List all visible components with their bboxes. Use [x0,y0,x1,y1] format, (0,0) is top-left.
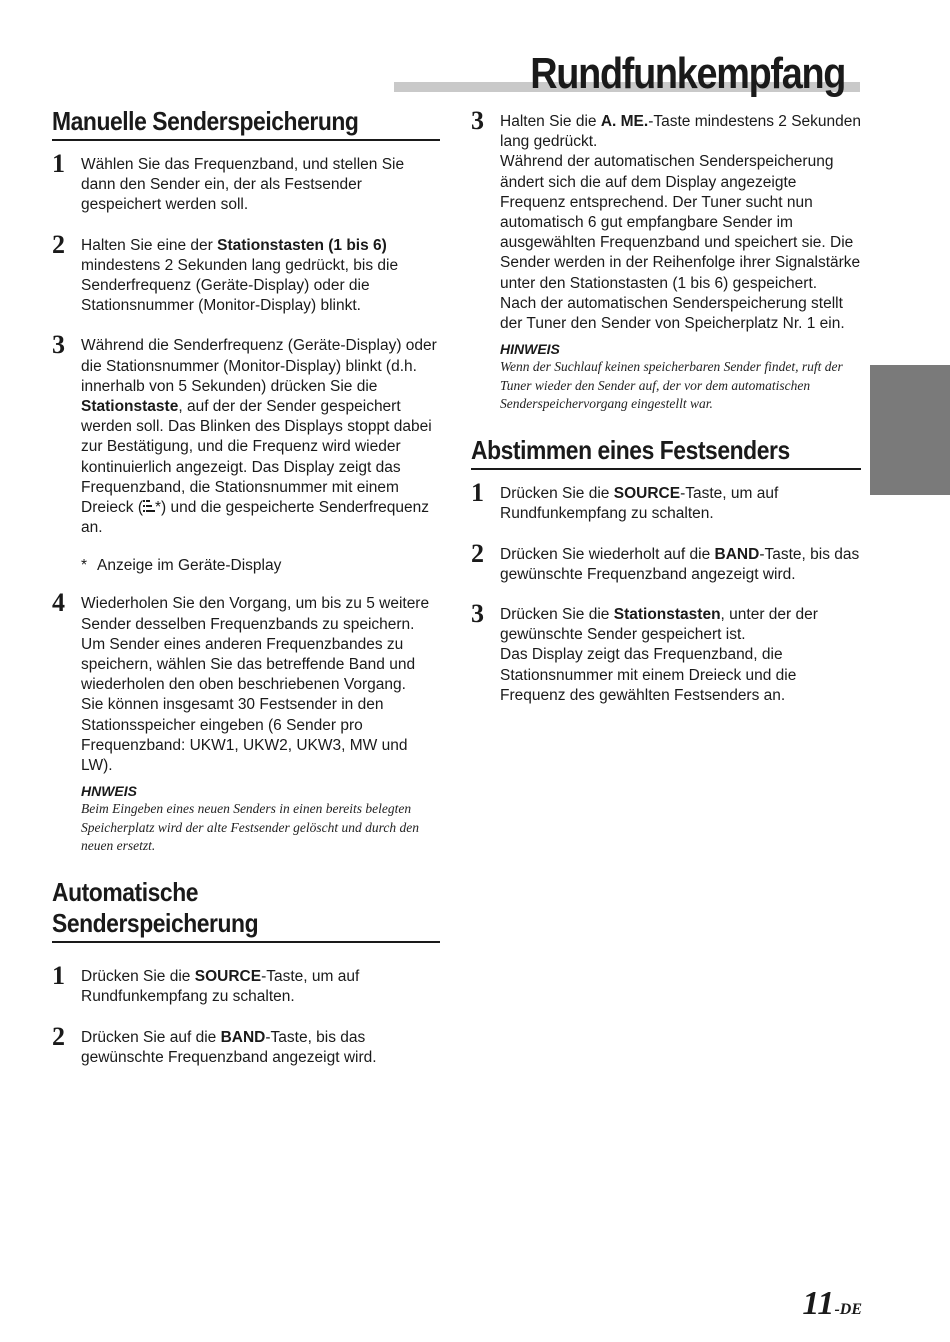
section-heading: Automatische Senderspeicherung [52,877,440,943]
preset-triangle-icon [143,499,155,513]
step-1 [471,478,861,524]
section-preset [471,435,861,706]
left-column [52,106,440,1068]
step-3 [52,330,440,538]
step-number: 4 [52,588,65,618]
step-number: 1 [471,478,484,508]
note-label: HNWEIS [81,783,137,800]
step-number: 3 [52,330,65,360]
section-heading: Manuelle Senderspeicherung [52,106,440,141]
step-text: Drücken Sie auf die BAND-Taste, bis das gewünschte Frequenzband angezeigt wird. [81,1028,377,1066]
page-number: 11-DE [802,1285,862,1322]
right-column [471,106,862,706]
step-1 [52,961,440,1007]
section-auto-continued [471,106,862,413]
step-number: 1 [52,149,65,178]
step-number: 3 [471,106,484,135]
step-number: 3 [471,598,484,628]
section-auto [52,877,440,1068]
step-text: Drücken Sie wiederholt auf die BAND-Taste, bis das gewünschte Frequenzband angezeigt wird. [500,545,860,583]
step-text: Drücken Sie die Stationstasten, unter der der gewünschte Sender gespeichert ist. Das Display zeigt das Frequenzband, die Stationsnummer mit einem Dreieck und die Frequenz des gewählten Festsenders an. [500,605,818,704]
step-2 [52,1021,440,1068]
step-text: Halten Sie eine der Stationstasten (1 bis 6) mindestens 2 Sekunden lang gedrückt, bis die Senderfrequenz (Geräte-Display) oder die Stationsnummer (Monitor-Display) blinkt. [81,236,399,315]
step-number: 2 [52,1021,65,1051]
step-text: Während die Senderfrequenz (Geräte-Display) oder die Stationsnummer (Monitor-Display) blinkt (d.h. innerhalb von 5 Sekunden) drücken Sie die Stationstaste, auf der der Sender gespeichert werden soll. Das Blinken des Displays stoppt dabei zur Bestätigung, und die Frequenz wird wieder kontinuierlich angezeigt. Das Display zeigt das Frequenzband, die Stationsnummer mit einem Dreieck ( *) und die gespeicherte Senderfrequenz an. [81,337,437,537]
step-2 [471,538,861,585]
step-text: Drücken Sie die SOURCE-Taste, um auf Rundfunkempfang zu schalten. [81,968,360,1006]
page-title: Rundfunkempfang [530,49,845,98]
step-3 [471,598,861,706]
note-text: Wenn der Suchlauf keinen speicherbaren Sender findet, ruft der Tuner wieder den Sender auf, der vor dem automatischen Senderspeichervorgang eingestellt war. [500,359,843,411]
step-number: 2 [52,229,65,259]
note-text: Beim Eingeben eines neuen Senders in einen bereits belegten Speicherplatz wird der alte Festsender gelöscht und durch den neuen ersetzt. [81,801,419,853]
note-label: HINWEIS [500,341,560,358]
step-text: Wählen Sie das Frequenzband, und stellen Sie dann den Sender ein, der als Festsender gespeichert werden soll. [81,156,405,214]
step-3 [471,106,862,413]
step-text: Wiederholen Sie den Vorgang, um bis zu 5 weitere Sender desselben Frequenzbands zu speichern. Um Sender eines anderen Frequenzbandes zu speichern, wählen Sie das betreffende Band und wiederholen den oben beschriebenen Vorgang. Sie können insgesamt 30 Festsender in den Stationsspeicher eingeben (6 Sender pro Frequenzband: UKW1, UKW2, UKW3, MW und LW). [81,595,430,775]
step-2 [52,229,440,317]
section-heading: Abstimmen eines Festsenders [471,435,861,470]
step-4 [52,588,440,855]
chapter-tab [870,365,950,495]
step-text: Halten Sie die A. ME.-Taste mindestens 2 Sekunden lang gedrückt. Während der automatischen Senderspeicherung ändert sich die auf dem Display angezeigte Frequenz entsprechend. Der Tuner sucht nun automatisch 6 gut empfangbare Sender im ausgewählten Frequenzband und speichert sie. Die Sender werden in der Reihenfolge ihrer Signalstärke unter den Stationstasten (1 bis 6) gespeichert. Nach der automatischen Senderspeicherung stellt der Tuner den Sender von Speicherplatz Nr. 1 ein. [500,113,862,333]
step-number: 1 [52,961,65,991]
step-1 [52,149,440,216]
step-text: Drücken Sie die SOURCE-Taste, um auf Rundfunkempfang zu schalten. [500,485,779,523]
footnote: * Anzeige im Geräte-Display [81,557,282,575]
step-number: 2 [471,538,484,568]
section-manual [52,106,440,855]
